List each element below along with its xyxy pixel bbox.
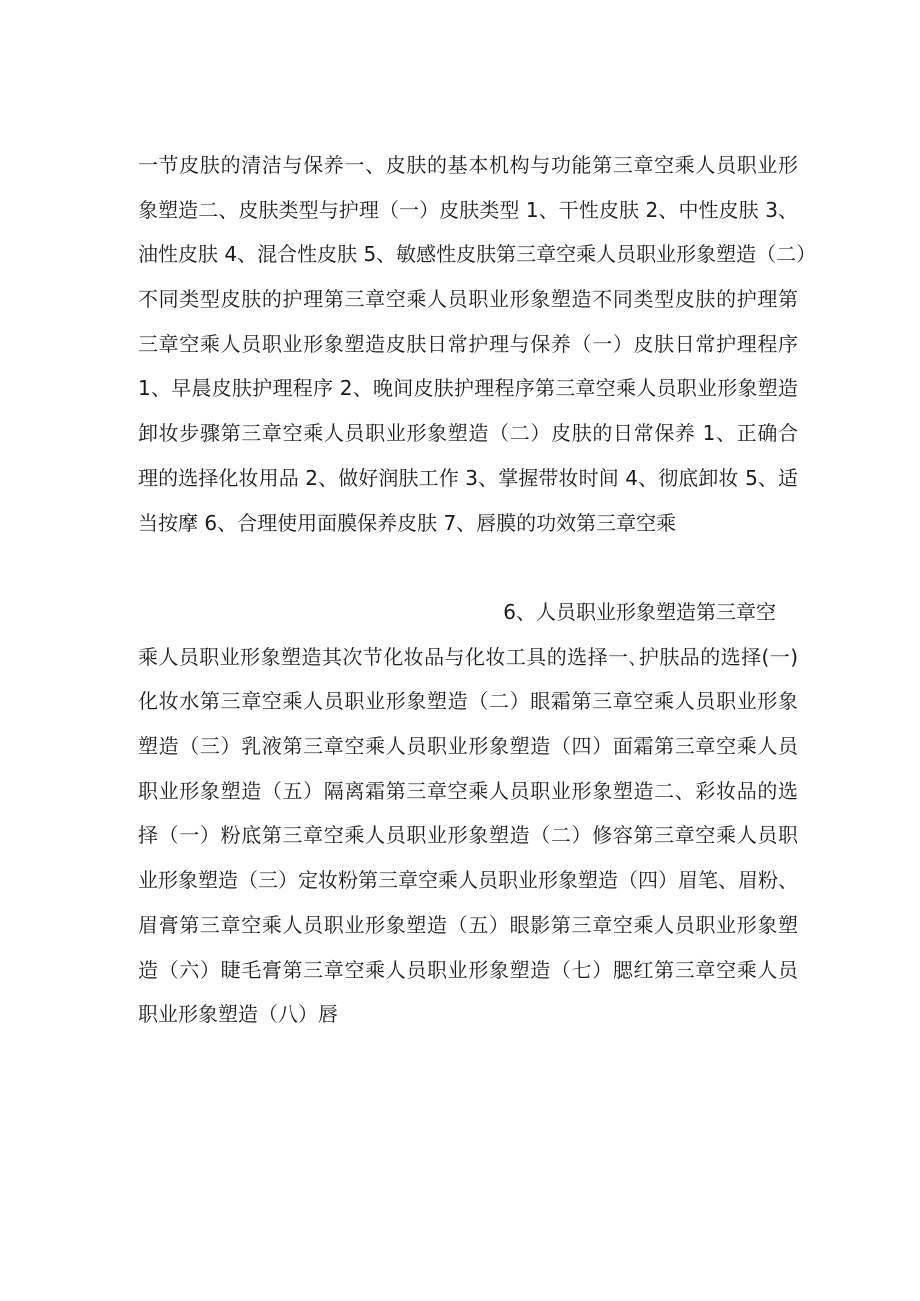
text-line: 油性皮肤 4、混合性皮肤 5、敏感性皮肤第三章空乘人员职业形象塑造（二）	[138, 242, 817, 267]
text-line: 象塑造二、皮肤类型与护理（一）皮肤类型 1、干性皮肤 2、中性皮肤 3、	[138, 197, 798, 222]
text-line: 三章空乘人员职业形象塑造皮肤日常护理与保养（一）皮肤日常护理程序	[138, 331, 798, 356]
text-line: 理的选择化妆用品 2、做好润肤工作 3、掌握带妆时间 4、彻底卸妆 5、适	[138, 465, 798, 490]
text-line: 不同类型皮肤的护理第三章空乘人员职业形象塑造不同类型皮肤的护理第	[138, 287, 798, 312]
paragraph-skin-care	[138, 143, 817, 545]
paragraph-cosmetics-selection	[138, 590, 798, 1037]
text-line: 职业形象塑造（八）唇	[138, 1002, 338, 1027]
text-line: 乘人员职业形象塑造其次节化妆品与化妆工具的选择一､护肤品的选择(一)	[138, 644, 798, 669]
text-line: 业形象塑造（三）定妆粉第三章空乘人员职业形象塑造（四）眉笔、眉粉、	[138, 868, 798, 893]
text-line: 造（六）睫毛膏第三章空乘人员职业形象塑造（七）腮红第三章空乘人员	[138, 957, 798, 982]
text-line: 一节皮肤的清洁与保养一、皮肤的基本机构与功能第三章空乘人员职业形	[138, 153, 798, 177]
text-line: 1、早晨皮肤护理程序 2、晚间皮肤护理程序第三章空乘人员职业形象塑造	[138, 376, 798, 401]
text-line: 职业形象塑造（五）隔离霜第三章空乘人员职业形象塑造二、彩妆品的选	[138, 778, 798, 803]
text-line: 卸妆步骤第三章空乘人员职业形象塑造（二）皮肤的日常保养 1、正确合	[138, 421, 798, 446]
text-line: 择（一）粉底第三章空乘人员职业形象塑造（二）修容第三章空乘人员职	[138, 823, 798, 848]
text-line: 当按摩 6、合理使用面膜保养皮肤 7、唇膜的功效第三章空乘	[138, 510, 677, 535]
text-line: 眉膏第三章空乘人员职业形象塑造（五）眼影第三章空乘人员职业形象塑	[138, 912, 798, 937]
text-line: 化妆水第三章空乘人员职业形象塑造（二）眼霜第三章空乘人员职业形象	[138, 689, 798, 714]
text-line: 塑造（三）乳液第三章空乘人员职业形象塑造（四）面霜第三章空乘人员	[138, 734, 798, 759]
text-line: 6、人员职业形象塑造第三章空	[503, 600, 776, 624]
